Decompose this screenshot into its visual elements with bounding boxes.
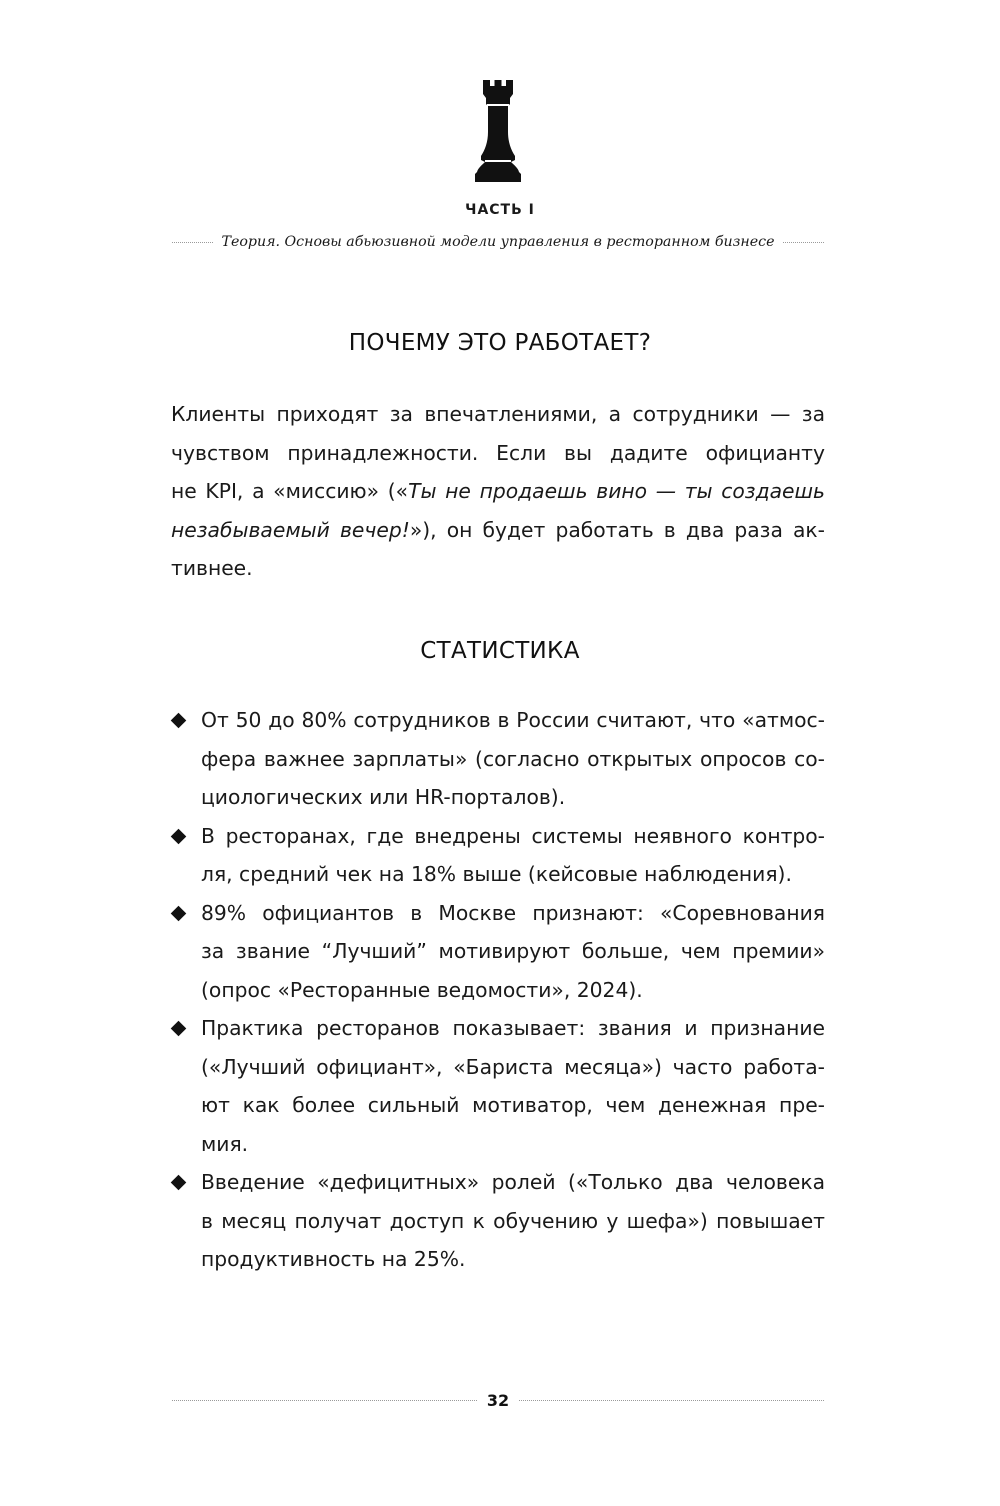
list-item [171,894,825,1010]
paragraph-line: незабываемый вечер!»), он будет работать в два раза ак- [171,517,826,542]
list-item-line: циологических или HR-порталов). [201,785,566,809]
diamond-bullet-icon [171,828,187,844]
list-item [171,1009,825,1163]
stats-list [171,701,825,1279]
list-item [171,817,825,894]
quote-italic: незабываемый вечер! [171,517,410,542]
page-footer [172,1389,824,1411]
running-header [172,231,824,253]
left-dotted-rule [172,242,213,243]
list-item-line: продуктивность на 25%. [201,1247,466,1271]
diamond-bullet-icon [171,713,187,729]
book-subtitle: Теория. Основы абьюзивной модели управления в ресторанном бизнесе [221,234,775,250]
list-item [171,1163,825,1279]
page-number: 32 [486,1390,510,1410]
diamond-bullet-icon [171,905,187,921]
list-item-line: 89% официантов в Москве признают: «Соревнования [201,900,825,925]
paragraph-line: чувством принадлежности. Если вы дадите официанту [171,440,825,465]
list-item-line: в месяц получат доступ к обучению у шефа») повышает [201,1208,825,1233]
list-item-line: (опрос «Ресторанные ведомости», 2024). [201,977,643,1002]
list-item-line: за звание “Лучший” мотивируют больше, чем премии» [201,939,825,963]
list-item-line: ют как более сильный мотиватор, чем денежная пре- [201,1093,825,1117]
list-item-line: мия. [201,1131,249,1156]
section-heading-stats: СТАТИСТИКА [420,638,580,664]
paragraph-why [171,395,825,588]
list-item [171,701,825,817]
part-label: ЧАСТЬ I [465,202,535,218]
list-item-line: Введение «дефицитных» ролей («Только два человека [201,1170,825,1194]
paragraph-line: не KPI, а «миссию» («Ты не продаешь вино — ты создаешь [171,479,826,503]
diamond-bullet-icon [171,1021,187,1037]
list-item-line: Практика ресторанов показывает: звания и признание [201,1016,825,1040]
right-dotted-rule [783,242,824,243]
section-heading-why: ПОЧЕМУ ЭТО РАБОТАЕТ? [348,330,652,356]
paragraph-line: тивнее. [171,556,253,580]
paragraph-line: Клиенты приходят за впечатлениями, а сотрудники — за [171,402,825,426]
list-item-line: От 50 до 80% сотрудников в России считают, что «атмос- [201,708,825,732]
left-dotted-rule [172,1400,477,1401]
list-item-line: ля, средний чек на 18% выше (кейсовые наблюдения). [201,862,792,886]
chess-rook-icon [473,80,523,182]
list-item-line: («Лучший официант», «Бариста месяца») часто работа- [201,1054,825,1079]
right-dotted-rule [519,1400,824,1401]
list-item-line: фера важнее зарплаты» (согласно открытых опросов со- [201,746,825,771]
diamond-bullet-icon [171,1175,187,1191]
quote-italic: Ты не продаешь вино — ты создаешь [408,479,826,503]
list-item-line: В ресторанах, где внедрены системы неявного контро- [201,823,825,848]
